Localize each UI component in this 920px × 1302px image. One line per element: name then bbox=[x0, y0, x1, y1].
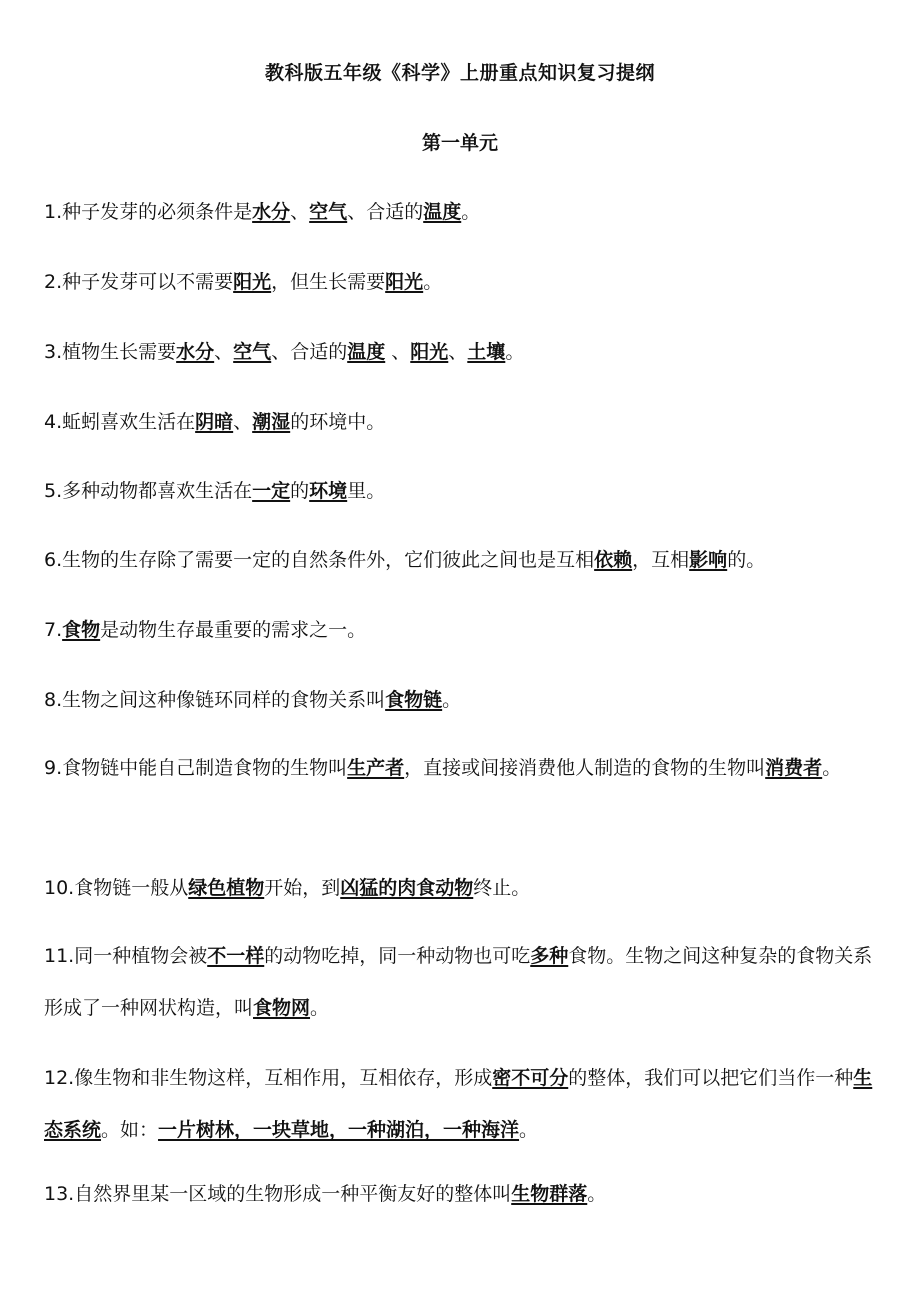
keyword: 凶猛的肉食动物 bbox=[340, 877, 474, 899]
keyword: 食物 bbox=[62, 619, 101, 641]
keyword: 温度 bbox=[423, 201, 462, 223]
keyword: 生物群落 bbox=[511, 1183, 588, 1205]
list-item-7: 7.食物是动物生存最重要的需求之一。 bbox=[44, 619, 367, 641]
list-item-10: 10.食物链一般从绿色植物开始，到凶猛的肉食动物终止。 bbox=[44, 877, 531, 899]
list-item-6: 6.生物的生存除了需要一定的自然条件外，它们彼此之间也是互相依赖，互相影响的。 bbox=[44, 549, 766, 571]
keyword: 水分 bbox=[252, 201, 291, 223]
keyword: 阳光 bbox=[385, 271, 424, 293]
list-item-11: 11.同一种植物会被不一样的动物吃掉，同一种动物也可吃多种食物。生物之间这种复杂的食物关系形成了一种网状构造，叫食物网。 bbox=[44, 945, 873, 1019]
keyword: 温度 bbox=[347, 341, 386, 363]
keyword: 密不可分 bbox=[492, 1067, 569, 1089]
keyword: 一片树林，一块草地，一种湖泊，一种海洋 bbox=[158, 1119, 520, 1141]
keyword: 绿色植物 bbox=[188, 877, 265, 899]
keyword: 食物网 bbox=[253, 997, 311, 1019]
keyword: 环境 bbox=[309, 480, 348, 502]
list-item-12: 12.像生物和非生物这样，互相作用，互相依存，形成密不可分的整体，我们可以把它们当作一种生态系统。如：一片树林，一块草地，一种湖泊，一种海洋。 bbox=[44, 1067, 873, 1141]
keyword: 水分 bbox=[176, 341, 215, 363]
document-title: 教科版五年级《科学》上册重点知识复习提纲 bbox=[264, 62, 655, 84]
keyword: 不一样 bbox=[207, 945, 265, 967]
keyword: 空气 bbox=[233, 341, 272, 363]
keyword: 食物链 bbox=[385, 689, 443, 711]
keyword: 生态系统 bbox=[44, 1067, 873, 1141]
keyword: 生产者 bbox=[347, 757, 405, 779]
list-item-4: 4.蚯蚓喜欢生活在阴暗、潮湿的环境中。 bbox=[44, 411, 386, 433]
keyword: 土壤 bbox=[467, 341, 506, 363]
keyword: 一定 bbox=[252, 480, 291, 502]
keyword: 影响 bbox=[689, 549, 728, 571]
unit-heading: 第一单元 bbox=[421, 132, 498, 154]
list-item-9: 9.食物链中能自己制造食物的生物叫生产者，直接或间接消费他人制造的食物的生物叫消费者。 bbox=[44, 757, 842, 779]
keyword: 阴暗 bbox=[195, 411, 234, 433]
keyword: 消费者 bbox=[765, 757, 823, 779]
list-item-2: 2.种子发芽可以不需要阳光，但生长需要阳光。 bbox=[44, 271, 443, 293]
keyword: 依赖 bbox=[594, 549, 633, 571]
keyword: 空气 bbox=[309, 201, 348, 223]
keyword: 阳光 bbox=[410, 341, 449, 363]
keyword: 潮湿 bbox=[252, 411, 291, 433]
keyword: 阳光 bbox=[233, 271, 272, 293]
list-item-5: 5.多种动物都喜欢生活在一定的环境里。 bbox=[44, 480, 386, 502]
list-item-1: 1.种子发芽的必须条件是水分、空气、合适的温度。 bbox=[44, 201, 481, 223]
list-item-13: 13.自然界里某一区域的生物形成一种平衡友好的整体叫生物群落。 bbox=[44, 1183, 607, 1205]
keyword: 多种 bbox=[530, 945, 569, 967]
list-item-3: 3.植物生长需要水分、空气、合适的温度 、阳光、土壤。 bbox=[44, 341, 525, 363]
list-item-8: 8.生物之间这种像链环同样的食物关系叫食物链。 bbox=[44, 689, 462, 711]
